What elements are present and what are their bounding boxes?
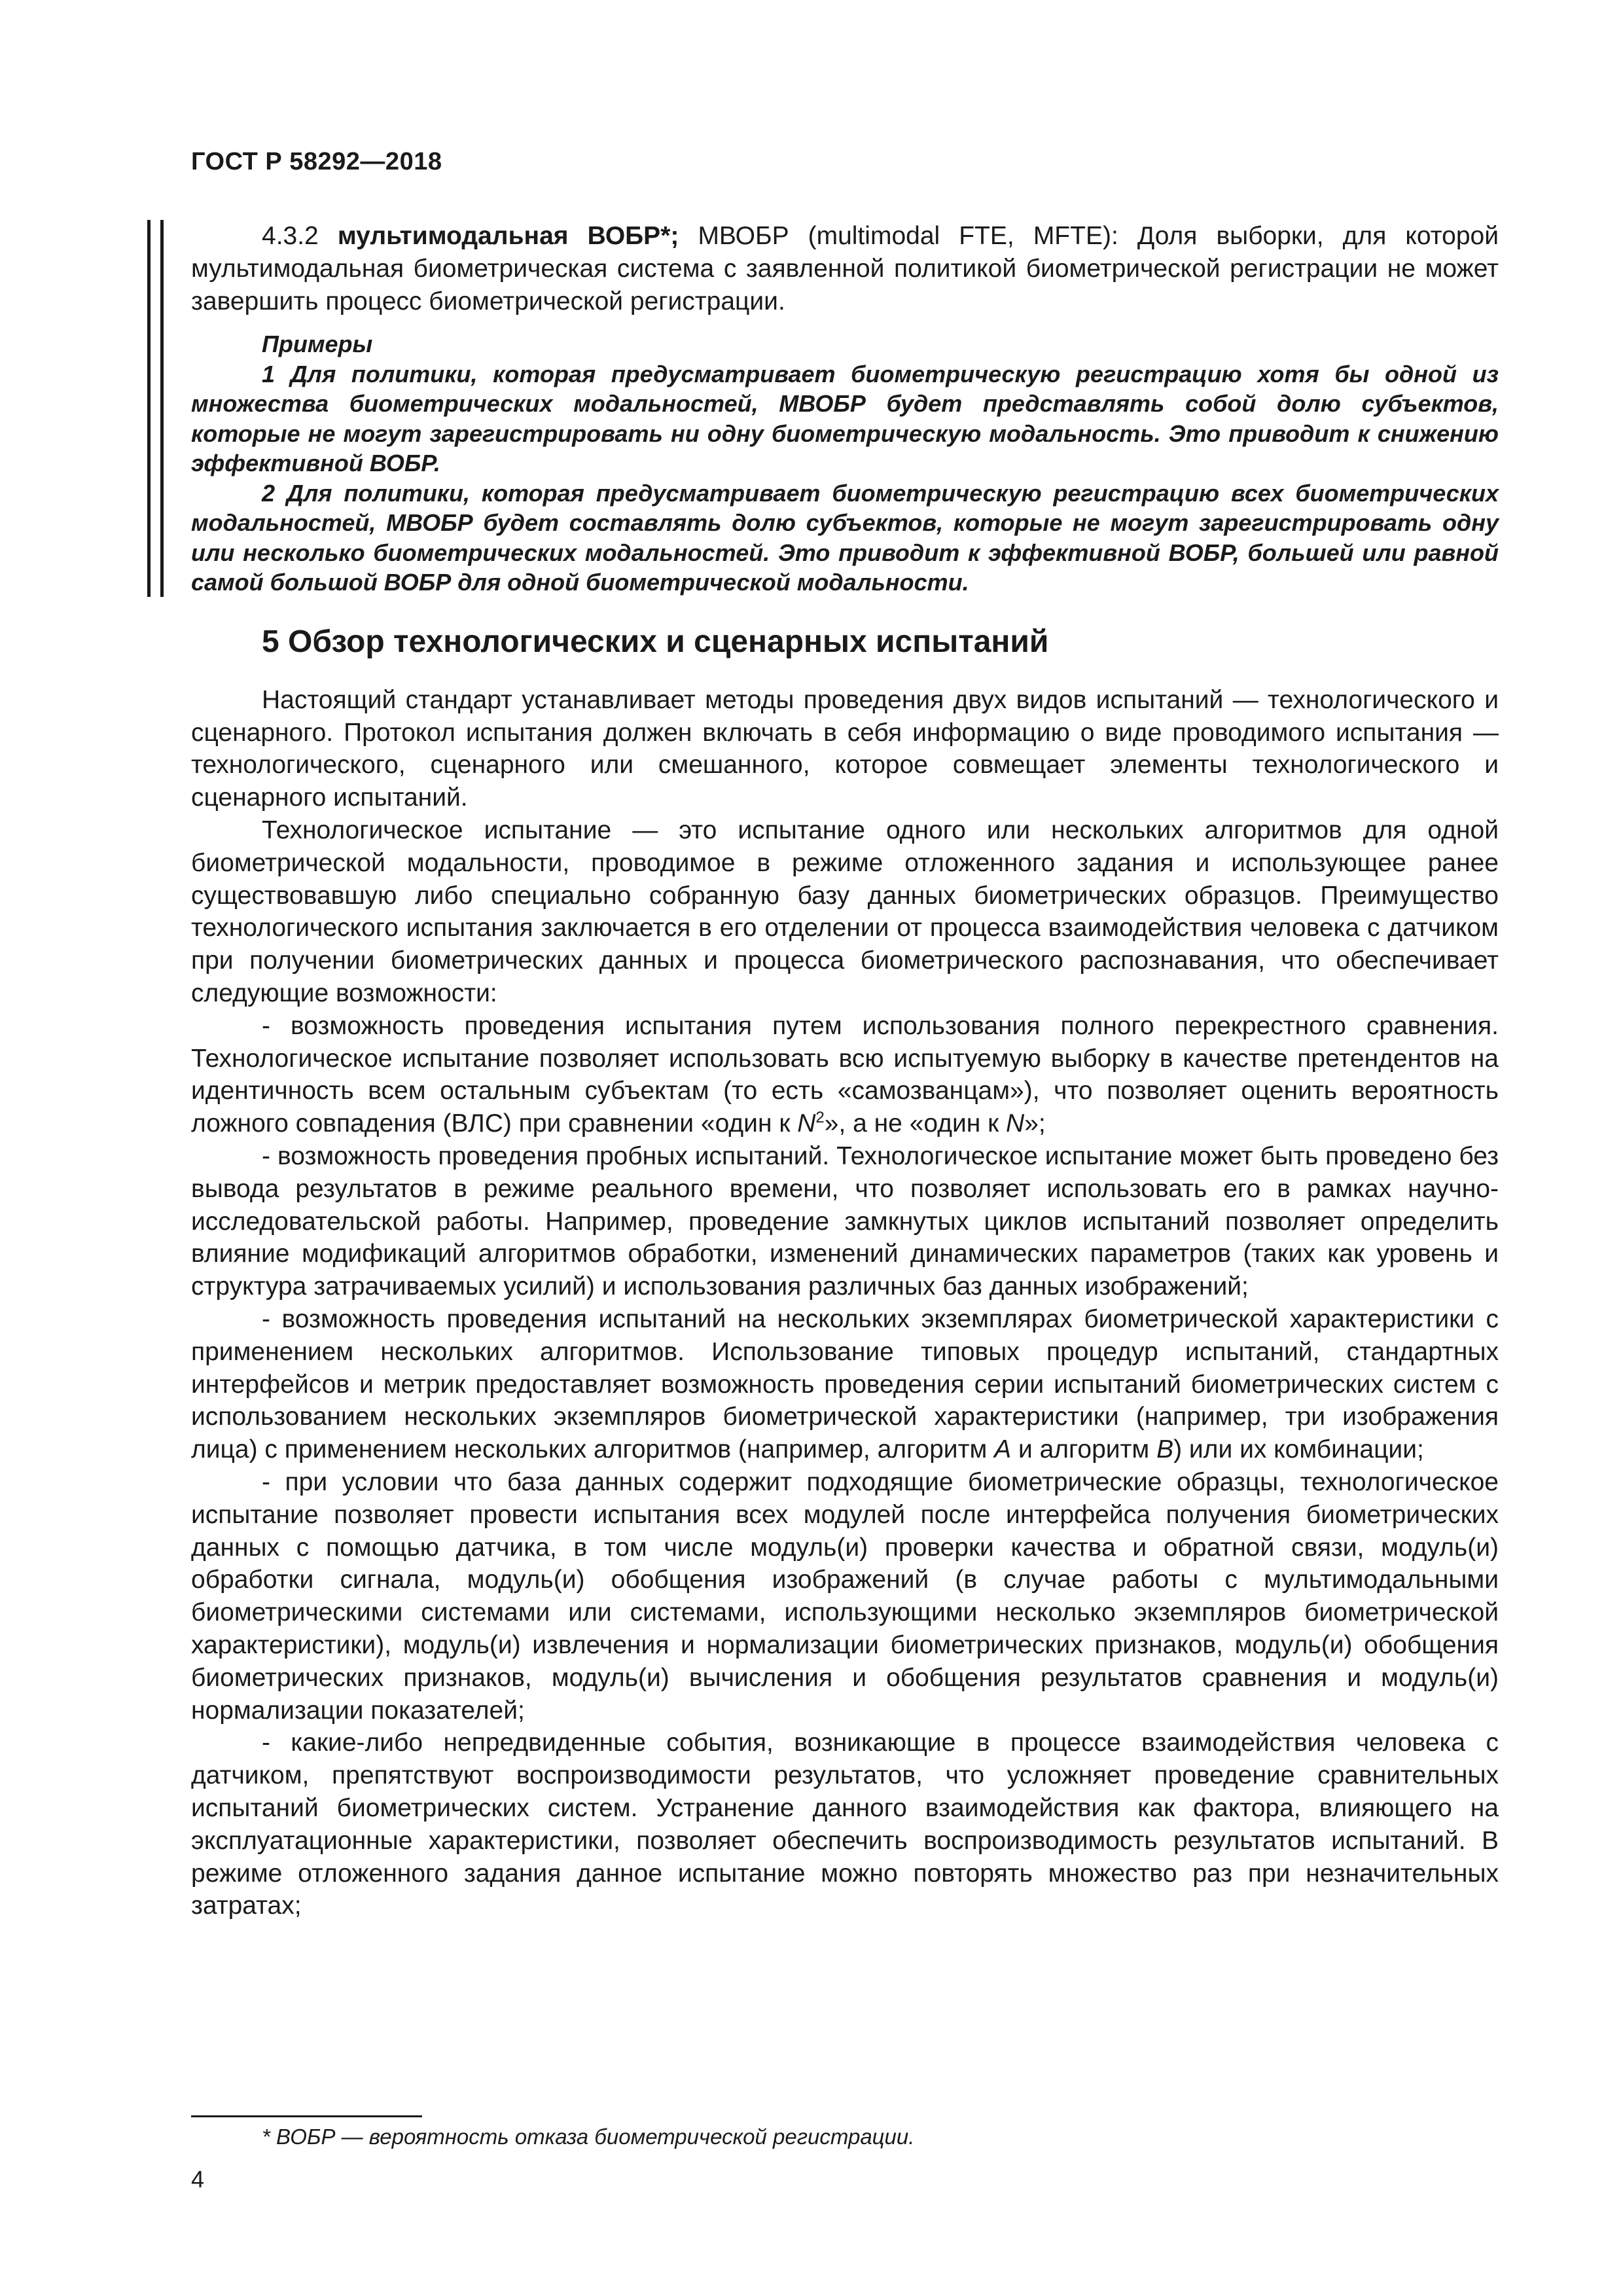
list-item-4: - при условии что база данных содержит подходящие биометрические образцы, технологическое испытание позволяет провести испытания всех модулей после интерфейса получения биометрических данных с помощью датчика, в том числе модуль(и) проверки качества и обратной связи, модуль(и) обработки сигнала, модуль(и) обобщения изображений (в случае работы с мультимодальными биометрическими системами или системами, использующими несколько экземпляров биометрической характеристики), модуль(и) извлечения и нормализации биометрических признаков, модуль(и) обобщения биометрических признаков, модуль(и) вычисления и обобщения результатов сравнения и модуль(и) нормализации показателей; bbox=[191, 1468, 1499, 1725]
example-item-2: 2 Для политики, которая предусматривает биометрическую регистрацию всех биометрических модальностей, МВОБР будет составлять долю субъектов, которые не могут зарегистрировать одну или несколько биометрических модальностей. Это приводит к эффективной ВОБР, большей или равной самой большой ВОБР для одной биометрической модальности. bbox=[191, 479, 1499, 596]
change-bar-left bbox=[147, 220, 151, 597]
body-paragraph-1: Настоящий стандарт устанавливает методы проведения двух видов испытаний — технологического и сценарного. Протокол испытания должен включать в себя информацию о виде проводимого испытания — технологического, сценарного или смешанного, которое совмещает элементы технологического и сценарного испытаний. bbox=[191, 685, 1499, 812]
definition-text: МВОБР (multimodal FTE, MFTE): Доля выборки, для которой мультимодальная биометрическая система с заявленной политикой биометрической регистрации не может завершить процесс биометрической регистрации. bbox=[191, 222, 1499, 315]
example-item-1: 1 Для политики, которая предусматривает биометрическую регистрацию хотя бы одной из множества биометрических модальностей, МВОБР будет представлять собой долю субъектов, которые не могут зарегистрировать ни одну биометрическую модальность. Это приводит к снижению эффективной ВОБР. bbox=[191, 360, 1499, 477]
examples-title: Примеры bbox=[262, 331, 373, 358]
page-content bbox=[191, 220, 1499, 1922]
definition-number: 4.3.2 bbox=[262, 222, 319, 250]
examples-block bbox=[191, 329, 1499, 598]
footnote-divider bbox=[191, 2115, 422, 2117]
list-item-3: - возможность проведения испытаний на нескольких экземплярах биометрической характеристики с применением нескольких алгоритмов. Использование типовых процедур испытаний, стандартных интерфейсов и метрик предоставляет возможность проведения серии испытаний биометрических систем с использованием нескольких экземпляров биометрической характеристики (например, три изображения лица) с применением нескольких алгоритмов (например, алгоритм A и алгоритм B) или их комбинации; bbox=[191, 1305, 1499, 1464]
page-number: 4 bbox=[191, 2166, 205, 2193]
footnote: * ВОБР — вероятность отказа биометрической регистрации. bbox=[262, 2125, 915, 2149]
list-item-5: - какие-либо непредвиденные события, возникающие в процессе взаимодействия человека с датчиком, препятствуют воспроизводимости результатов, что усложняет проведение сравнительных испытаний биометрических систем. Устранение данного взаимодействия как фактора, влияющего на эксплуатационные характеристики, позволяет обеспечить воспроизводимость результатов испытаний. В режиме отложенного задания данное испытание можно повторять множество раз при незначительных затратах; bbox=[191, 1729, 1499, 1920]
section-heading: 5 Обзор технологических и сценарных испытаний bbox=[262, 624, 1049, 659]
definition-paragraph bbox=[191, 220, 1499, 317]
body-paragraph-2: Технологическое испытание — это испытание одного или нескольких алгоритмов для одной биометрической модальности, проводимое в режиме отложенного задания и использующее ранее существовавшую либо специально собранную базу данных биометрических образцов. Преимущество технологического испытания заключается в его отделении от процесса взаимодействия человека с датчиком при получении биометрических данных и процесса биометрического распознавания, что обеспечивает следующие возможности: bbox=[191, 816, 1499, 1008]
definition-term: мультимодальная ВОБР*; bbox=[337, 222, 679, 250]
list-item-2: - возможность проведения пробных испытаний. Технологическое испытание может быть проведено без вывода результатов в режиме реального времени, что позволяет использовать его в рамках научно-исследовательской работы. Например, проведение замкнутых циклов испытаний позволяет определить влияние модификаций алгоритмов обработки, изменений динамических параметров (таких как уровень и структура затрачиваемых усилий) и использования различных баз данных изображений; bbox=[191, 1142, 1499, 1301]
change-bar-right bbox=[160, 220, 164, 597]
list-item-1: - возможность проведения испытания путем использования полного перекрестного сравнения. Технологическое испытание позволяет использовать всю испытуемую выборку в качестве претендентов на идентичность всем остальным субъектам (то есть «самозванцам»), что позволяет оценить вероятность ложного совпадения (ВЛС) при сравнении «один к $N^2$», а не «один к N»; bbox=[191, 1011, 1499, 1138]
document-header: ГОСТ Р 58292—2018 bbox=[191, 148, 442, 175]
